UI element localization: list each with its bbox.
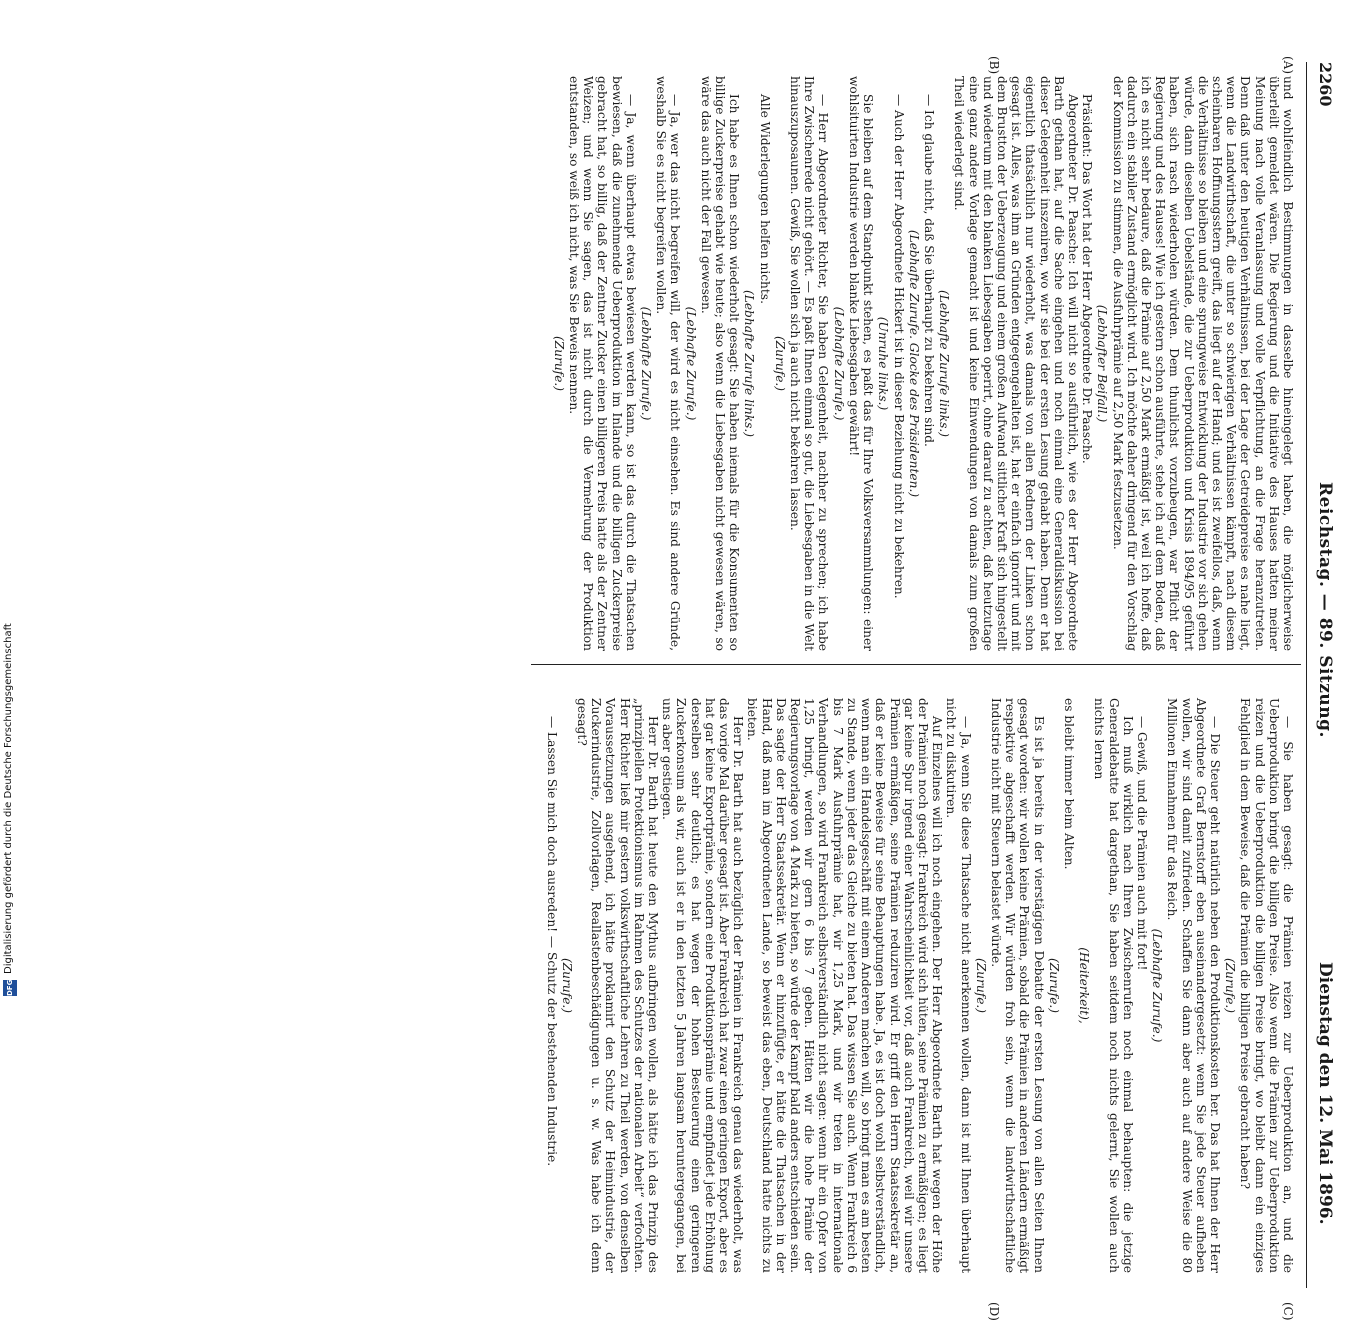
- paragraph: — Ja, wer das nicht begreifen will, der wird es nicht einsehen. Es sind andere Gründe, weshalb Sie es nicht begreifen wollen.: [654, 76, 683, 651]
- page-header: [1307, 62, 1335, 1292]
- interjection: (Unruhe links.): [876, 316, 891, 411]
- margin-mark-c: (C): [1281, 1302, 1295, 1321]
- page-title: Reichstag. — 89. Sitzung.: [1315, 482, 1335, 738]
- dfg-logo: DFG: [3, 980, 17, 996]
- paragraph: — Sie haben gesagt: die Prämien reizen zur Ueberproduktion an, und die Ueberproduktion bringt die billigen Preise. Also wenn die Prämien zur Ueberproduktion reizen und die Ueberproduktion die billigen Preise bringt, wo bleibt dann ein einziges Fehlglied in dem Beweise, daß die Prämien die billigen Preise gebracht haben?: [1238, 698, 1295, 1273]
- page-number: 2260: [1316, 62, 1335, 107]
- column-divider: [531, 664, 1301, 665]
- interjection: (Zurufe.): [1046, 957, 1061, 1014]
- interjection: (Lebhafte Zurufe.): [831, 306, 846, 421]
- header-rule: [1306, 62, 1307, 1288]
- interjection: (Zurufe.): [559, 957, 574, 1014]
- interjection: (Zurufe.): [1223, 957, 1238, 1014]
- margin-mark-a: (A): [1281, 56, 1295, 75]
- paragraph: und wohlfeindlich Bestimmungen in dasselbe hineingelegt haben, die möglicherweise überleilt gemeldet wären. Die Regierung und die Initiative des Hauses hatten meiner Meinung nach volle Veranlassung und volle Verpflichtung, an die Frage heranzutreten. Denn daß unter den heutigen Verhältnissen, bei der Lage der Getreidepreise es nahe liegt, wenn die Landwirthschaft, die unter so schwierigen Verhältnissen kämpft, nach diesem scheinbaren Hoffnungsstern greift, das liegt auf der Hand; und es ist zweifellos, daß, wenn die Verhältnisse so bleiben und eine sprungweise Entwicklung der Industrie vor sich gehen würde, dann dieselben Uebelstände, die zur Ueberproduktion und Krisis 1894/95 geführt haben, sich rasch wiederholen würden. Dem thunlichst vorzubeugen, war Pflicht der Regierung und des Hauses! Wie ich gestern schon ausführte, stehe ich auf dem Boden, daß ich es nicht sehr bedaure, daß die Prämie auf 2,50 Mark ermäßigt ist, weil ich hoffe, daß dadurch ein stabiler Zustand ermöglicht wird. Ich möchte daher dringend für den Vorschlag der Kommission zu stimmen, die Ausfuhrprämie auf 2,50 Mark festzusetzen.: [1110, 76, 1295, 651]
- interjection: (Zurufe.): [772, 335, 787, 392]
- paragraph: — Gewiß, und die Prämien auch mit fort!: [1134, 716, 1149, 971]
- interjection: (Lebhafte Zurufe.): [1150, 928, 1165, 1043]
- paragraph: Auf Einzelnes will ich noch eingehen. Der Herr Abgeordnete Barth hat wegen der Höhe der Prämien noch gesagt: Frankreich wird sich hüten, seine Prämien zu ermäßigen; es liegt gar keine Spur irgend einer Wahrscheinlichkeit vor, daß auch Frankreich, weil wir unsere Prämien ermäßigen, seine Prämien reduziren wird. Er griff den Herrn Staatssekretär an, daß er keine Beweise für seine Behauptungen habe. Ja, es ist doch wohl selbstverständlich, wenn man ein Handelsgeschäft mit einem Anderen machen will, so bringt man es am besten zu Stande, wenn jeder das Gleiche zu bieten hat. Das wissen Sie auch. Wenn Frankreich 6 bis 7 Mark Ausfuhrprämie hat, wir 1,25 Mark, und wir treten in internationale Verhandlungen, so wird Frankreich selbstverständlich nicht sagen: wenn ihr ein Opfer von 1,25 bringt, werden wir gern 6 bis 7 geben. Hätten wir die hohe Prämie der Regierungsvorlage von 4 Mark zu bieten, so würde der Kampf bald anders entschieden sein. Das sagte der Herr Staatssekretär. Wenn er hinzufügte, er hätte die Thatsachen in der Hand, daß man im Abgeordneten Lande, so beweist das eben, Deutschland hatte nichts zu bieten.: [745, 698, 945, 1273]
- paragraph: Abgeordneter Dr. Paasche: Ich will nicht so ausführlich, wie es der Herr Abgeordnete Barth gethan hat, auf die Sache eingehen und noch einmal eine Generaldiskussion bei dieser Gelegenheit inszeniren, wo wir sie bei der ersten Lesung gehabt haben. Denn er hat eigentlich thatsächlich nur wiederholt, was damals von allen Rednern der Linken schon gesagt ist. Alles, was ihm an Gründen entgegengehalten ist, hat er einfach ignorirt und mit dem Brustton der Ueberzeugung und einem großen Aufwand sittlicher Kraft sich hingestellt und wiederum mit den blanken Liebesgaben operirt, ohne darauf zu achten, daß heutzutage eine ganz andere Vorlage gemacht ist und keine Einwendungen von damals zum großen Theil wiederlegt sind.: [952, 76, 1080, 651]
- left-column: [551, 76, 1295, 651]
- margin-mark-d: (D): [987, 1302, 1001, 1321]
- footer: [0, 0, 22, 1000]
- interjection: (Lebhafte Zurufe links.): [937, 290, 952, 437]
- paragraph: — Ja, wenn überhaupt etwas bewiesen werden kann, so ist das durch die Thatsachen bewiesen, daß die zunehmende Ueberproduktion im Inlande und die billigen Zuckerpreise gebracht hat, so billig, daß der Zentner Zucker einen billigeren Preis hatte als der Zentner Weizen; und wenn Sie sagen, das ist nicht durch die Vermehrung der Produktion entstanden, so weiß ich nicht, was Sie Beweis nennen.: [567, 76, 638, 651]
- footer-credit: Digitalisierung gefördert durch die Deutsche Forschungsgemeinschaft: [3, 623, 14, 974]
- paragraph: — Auch der Herr Abgeordnete Hickert ist in dieser Beziehung nicht zu bekehren.: [891, 94, 906, 599]
- interjection: (Lebhafter Beifall.): [1095, 304, 1110, 423]
- paragraph: — Die Steuer geht natürlich neben den Produktionskosten her. Das hat Ihnen der Herr Abgeordnete Graf Bernstorff eben auseinandergesetzt: wenn Sie jede Steuer aufheben wollen, wir sind damit zufrieden. Schaffen Sie dann aber auch auf andere Weise die 80 Millionen Einnahmen für das Reich.: [1165, 698, 1222, 1273]
- paragraph: — Herr Abgeordneter Richter, Sie haben Gelegenheit, nachher zu sprechen; ich habe Ihre Zwischenrede nicht gehört. — Es paßt Ihnen einmal so gut, die Liebesgaben in die Welt hinauszuposaunen. Gewiß, Sie wollen sich ja auch nicht bekehren lassen.: [788, 76, 831, 651]
- paragraph: es bleibt immer beim Alten.: [1061, 698, 1076, 870]
- interjection: (Lebhafte Zurufe links.): [742, 290, 757, 437]
- paragraph: Alle Widerlegungen helfen nichts.: [757, 94, 772, 304]
- interjection: (Lebhafte Zurufe.): [639, 306, 654, 421]
- interjection: (Zurufe.): [551, 335, 566, 392]
- margin-mark-b: (B): [987, 56, 1001, 75]
- interjection: (Lebhafte Zurufe.): [683, 306, 698, 421]
- paragraph: Herr Dr. Barth hat heute den Mythus aufbringen wollen, als hätte ich das Prinzip des „prinzipiellen Protektionismus im Rahmen des Schutzes der nationalen Arbeit“ verfochten. Herr Richter ließ mir gestern volkswirthschaftliche Lehren zu Theil werden, von denselben Voraussetzungen ausgehend, ich hätte proklamirt den Schutz der Heimindustrie, der Zuckerindustrie, Zollvorlagen, Reallastenbeschädigungen u. s. w. Was habe ich denn gesagt?: [575, 698, 661, 1273]
- right-column: [544, 698, 1295, 1273]
- interjection: (Heiterkeit),: [1077, 947, 1092, 1024]
- interjection: (Lebhafte Zurufe. Glocke des Präsidenten.): [906, 229, 921, 498]
- paragraph: — Lassen Sie mich doch ausreden! — Schutz der bestehenden Industrie.: [544, 716, 559, 1167]
- paragraph: Ich muß wirklich nach Ihren Zwischenrufen noch einmal behaupten: die jetzige Generaldebatte hat dargethan, Sie haben seitdem noch nichts gelernt, Sie wollen auch nichts lernen: [1092, 698, 1135, 1273]
- paragraph: Präsident: Das Wort hat der Herr Abgeordnete Dr. Paasche.: [1080, 94, 1095, 464]
- paragraph: Herr Dr. Barth hat auch bezüglich der Prämien in Frankreich genau das wiederholt, was das vorige Mal darüber gesagt ist. Aber Frankreich hat zwar einen geringen Export, aber es hat gar keine Exportprämie, sondern eine Produktionsprämie und empfindet jede Erhöhung derselben sehr deutlich; es hat wegen der hohen Besteuerung einen geringeren Zuckerkonsum als wir, auch ist er in den letzten 5 Jahren langsam heruntergegangen, bei uns aber gestiegen.: [660, 698, 746, 1273]
- paragraph: Es ist ja bereits in der vierstägigen Debatte der ersten Lesung von allen Seiten Ihnen gesagt worden: wir wollen keine Prämien, sobald die Prämien in anderen Ländern ermäßigt respektive abgeschafft werden. Wir würden froh sein, wenn die landwirthschaftliche Industrie nicht mit Steuern belastet würde.: [988, 698, 1046, 1273]
- paragraph: Ich habe es Ihnen schon wiederholt gesagt: Sie haben niemals für die Konsumenten so billige Zuckerpreise gehabt wie heute; also wenn die Liebesgaben nicht gewesen wären, so wäre das auch nicht der Fall gewesen.: [698, 76, 742, 651]
- paragraph: Sie bleiben auf dem Standpunkt stehen, es paßt das für Ihre Volksversammlungen: einer wohlsituirten Industrie werden blanke Liebesgaben gewährt!: [846, 76, 876, 651]
- paragraph: — Ich glaube nicht, daß Sie überhaupt zu bekehren sind.: [921, 94, 936, 447]
- paragraph: — Ja, wenn Sie diese Thatsache nicht anerkennen wollen, dann ist mit Ihnen überhaupt nicht zu diskutiren.: [944, 698, 973, 1273]
- interjection: (Zurufe.): [973, 957, 988, 1014]
- page-date: Dienstag den 12. Mai 1896.: [1315, 962, 1335, 1225]
